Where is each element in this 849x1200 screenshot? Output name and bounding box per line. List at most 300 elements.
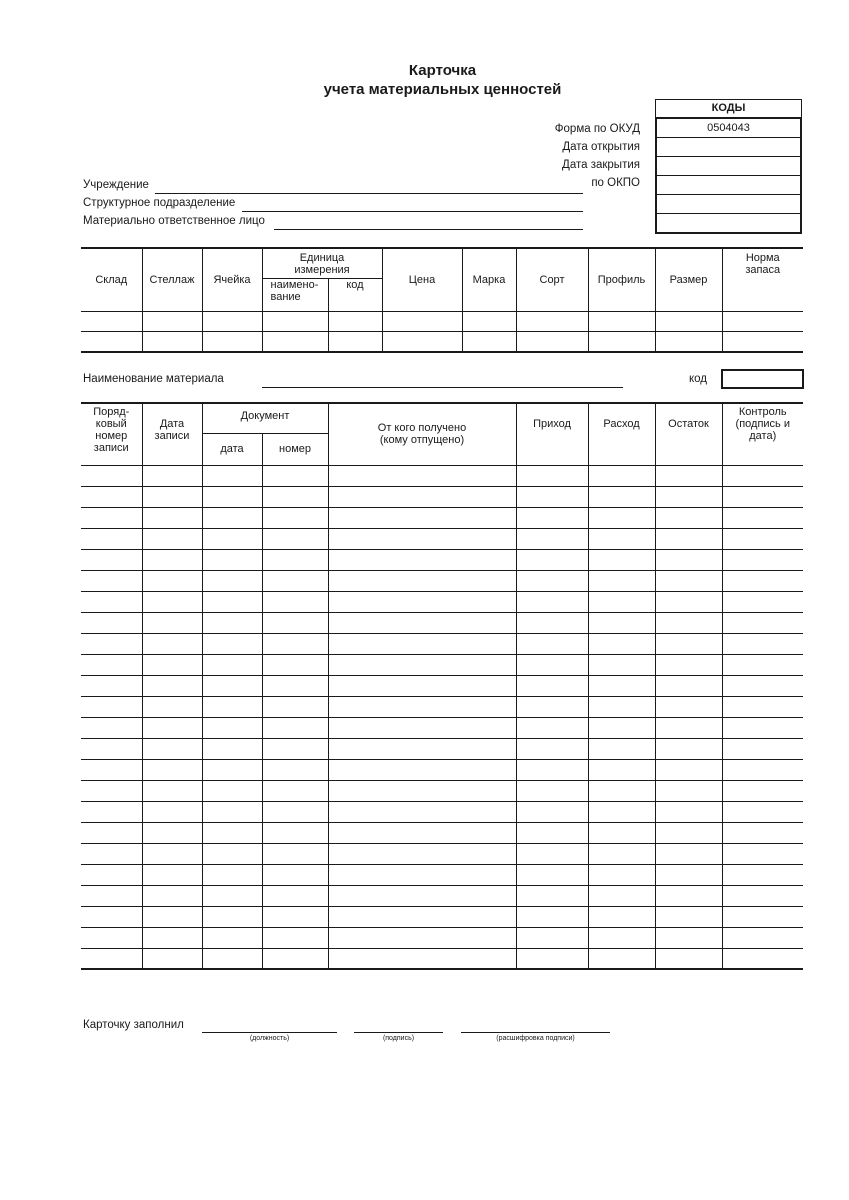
cell[interactable]: [81, 612, 142, 633]
cell[interactable]: [328, 675, 516, 696]
cell[interactable]: [588, 759, 655, 780]
cell[interactable]: [588, 906, 655, 927]
cell[interactable]: [722, 465, 803, 486]
col-control: [722, 403, 803, 465]
cell[interactable]: [202, 612, 262, 633]
col-size: Размер: [655, 248, 722, 311]
cell[interactable]: [262, 570, 328, 591]
cell[interactable]: [262, 486, 328, 507]
cell[interactable]: [81, 633, 142, 654]
cell[interactable]: [262, 780, 328, 801]
cell[interactable]: [655, 759, 722, 780]
cell[interactable]: [328, 885, 516, 906]
table-row: [81, 864, 803, 885]
cell[interactable]: [202, 843, 262, 864]
cell[interactable]: [516, 717, 588, 738]
cell[interactable]: [328, 717, 516, 738]
cell[interactable]: [262, 927, 328, 948]
cell[interactable]: [516, 331, 588, 352]
cell[interactable]: [81, 927, 142, 948]
cell[interactable]: [655, 311, 722, 331]
cell[interactable]: [262, 633, 328, 654]
cell[interactable]: [328, 549, 516, 570]
cell[interactable]: [202, 331, 262, 352]
signature-hint: (подпись): [382, 1035, 415, 1042]
cell[interactable]: [655, 612, 722, 633]
cell[interactable]: [81, 696, 142, 717]
cell[interactable]: [588, 822, 655, 843]
cell[interactable]: [202, 759, 262, 780]
cell[interactable]: [142, 696, 202, 717]
cell[interactable]: [202, 717, 262, 738]
col-unit-code: код: [328, 278, 382, 311]
form-title: Карточка: [408, 62, 477, 79]
table-row: [81, 717, 803, 738]
cell[interactable]: [202, 906, 262, 927]
cell[interactable]: [588, 549, 655, 570]
cell[interactable]: [142, 570, 202, 591]
cell[interactable]: [142, 885, 202, 906]
cell[interactable]: [328, 906, 516, 927]
cell[interactable]: [516, 612, 588, 633]
cell[interactable]: [262, 675, 328, 696]
material-line[interactable]: [262, 387, 623, 388]
cell[interactable]: [202, 654, 262, 675]
cell[interactable]: [516, 801, 588, 822]
cell[interactable]: [142, 675, 202, 696]
institution-line[interactable]: [155, 193, 583, 194]
cell[interactable]: [142, 612, 202, 633]
cell[interactable]: [516, 311, 588, 331]
col-document: Документ: [202, 403, 328, 433]
cell[interactable]: [202, 801, 262, 822]
cell[interactable]: [722, 612, 803, 633]
cell[interactable]: [462, 311, 516, 331]
cell[interactable]: [142, 507, 202, 528]
col-unit-group: [262, 248, 382, 278]
cell[interactable]: [655, 717, 722, 738]
cell[interactable]: [722, 864, 803, 885]
open-date-label: Дата открытия: [562, 141, 640, 153]
cell[interactable]: [722, 948, 803, 969]
decoding-line[interactable]: [461, 1032, 610, 1033]
cell[interactable]: [328, 696, 516, 717]
cell[interactable]: [722, 331, 803, 352]
cell[interactable]: [588, 885, 655, 906]
cell[interactable]: [81, 465, 142, 486]
cell[interactable]: [722, 528, 803, 549]
cell[interactable]: [142, 717, 202, 738]
cell[interactable]: [516, 465, 588, 486]
cell[interactable]: [655, 927, 722, 948]
cell[interactable]: [722, 311, 803, 331]
col-norm: [722, 248, 803, 311]
cell[interactable]: [81, 759, 142, 780]
cell[interactable]: [202, 696, 262, 717]
cell[interactable]: [328, 780, 516, 801]
table-row: [81, 465, 803, 486]
cell[interactable]: [202, 528, 262, 549]
cell[interactable]: [262, 864, 328, 885]
cell[interactable]: [262, 549, 328, 570]
close-date-field[interactable]: [657, 157, 800, 176]
cell[interactable]: [382, 331, 462, 352]
cell[interactable]: [262, 822, 328, 843]
cell[interactable]: [655, 465, 722, 486]
cell[interactable]: [328, 507, 516, 528]
cell[interactable]: [142, 780, 202, 801]
movement-table: [81, 402, 803, 970]
col-grade: Сорт: [516, 248, 588, 311]
okud-code-field[interactable]: 0504043: [657, 119, 800, 138]
cell[interactable]: [655, 801, 722, 822]
cell[interactable]: [142, 906, 202, 927]
table-row: [81, 885, 803, 906]
cell[interactable]: [588, 654, 655, 675]
okpo-code-field[interactable]: [657, 176, 800, 195]
cell[interactable]: [722, 759, 803, 780]
cell[interactable]: [81, 591, 142, 612]
cell[interactable]: [202, 864, 262, 885]
cell[interactable]: [655, 738, 722, 759]
cell[interactable]: [722, 696, 803, 717]
position-line[interactable]: [202, 1032, 337, 1033]
seq-text: Поряд-ковый номер записи: [93, 406, 130, 454]
cell[interactable]: [722, 906, 803, 927]
col-sklad: Склад: [81, 248, 142, 311]
cell[interactable]: [142, 822, 202, 843]
cell[interactable]: [655, 591, 722, 612]
cell[interactable]: [516, 927, 588, 948]
cell[interactable]: [462, 331, 516, 352]
cell[interactable]: [588, 331, 655, 352]
col-seq: [81, 403, 142, 465]
cell[interactable]: [262, 507, 328, 528]
col-doc-date: дата: [202, 433, 262, 465]
responsible-line[interactable]: [274, 229, 583, 230]
control-text: Контроль (подпись и дата): [735, 406, 790, 442]
cell[interactable]: [262, 843, 328, 864]
cell[interactable]: [142, 528, 202, 549]
cell[interactable]: [142, 927, 202, 948]
cell[interactable]: [588, 948, 655, 969]
col-brand: Марка: [462, 248, 516, 311]
cell[interactable]: [142, 591, 202, 612]
cell[interactable]: [81, 885, 142, 906]
cell[interactable]: [202, 822, 262, 843]
cell[interactable]: [328, 654, 516, 675]
cell[interactable]: [262, 654, 328, 675]
cell[interactable]: [81, 843, 142, 864]
cell[interactable]: [655, 906, 722, 927]
table-row: [81, 843, 803, 864]
cell[interactable]: [328, 822, 516, 843]
cell[interactable]: [81, 654, 142, 675]
cell[interactable]: [142, 633, 202, 654]
cell[interactable]: [722, 633, 803, 654]
cell[interactable]: [588, 486, 655, 507]
cell[interactable]: [588, 843, 655, 864]
code-field-5[interactable]: [657, 195, 800, 214]
cell[interactable]: [516, 633, 588, 654]
division-line[interactable]: [242, 211, 583, 212]
cell[interactable]: [655, 633, 722, 654]
cell[interactable]: [722, 507, 803, 528]
cell[interactable]: [516, 906, 588, 927]
table-row: [81, 675, 803, 696]
col-yacheyka: Ячейка: [202, 248, 262, 311]
cell[interactable]: [655, 885, 722, 906]
cell[interactable]: [588, 738, 655, 759]
material-code-box[interactable]: [721, 369, 804, 389]
cell[interactable]: [516, 843, 588, 864]
cell[interactable]: [81, 549, 142, 570]
cell[interactable]: [655, 843, 722, 864]
cell[interactable]: [81, 864, 142, 885]
responsible-label: Материально ответственное лицо: [83, 215, 265, 227]
cell[interactable]: [722, 885, 803, 906]
cell[interactable]: [722, 717, 803, 738]
table-row: [81, 780, 803, 801]
cell[interactable]: [655, 696, 722, 717]
cell[interactable]: [655, 528, 722, 549]
cell[interactable]: [81, 780, 142, 801]
cell[interactable]: [516, 759, 588, 780]
cell[interactable]: [202, 675, 262, 696]
cell[interactable]: [588, 591, 655, 612]
cell[interactable]: [588, 633, 655, 654]
cell[interactable]: [81, 486, 142, 507]
cell[interactable]: [202, 780, 262, 801]
decoding-hint: (расшифровка подписи): [496, 1035, 575, 1042]
okpo-label: по ОКПО: [591, 177, 640, 189]
cell[interactable]: [655, 570, 722, 591]
cell[interactable]: [655, 822, 722, 843]
cell[interactable]: [262, 591, 328, 612]
cell[interactable]: [262, 738, 328, 759]
cell[interactable]: [722, 738, 803, 759]
cell[interactable]: [328, 633, 516, 654]
cell[interactable]: [81, 948, 142, 969]
cell[interactable]: [202, 486, 262, 507]
okud-label: Форма по ОКУД: [554, 123, 640, 135]
cell[interactable]: [382, 311, 462, 331]
cell[interactable]: [262, 801, 328, 822]
cell[interactable]: [722, 843, 803, 864]
cell[interactable]: [328, 612, 516, 633]
cell[interactable]: [81, 822, 142, 843]
cell[interactable]: [262, 885, 328, 906]
cell[interactable]: [328, 486, 516, 507]
cell[interactable]: [142, 801, 202, 822]
cell[interactable]: [516, 738, 588, 759]
cell[interactable]: [328, 465, 516, 486]
cell[interactable]: [655, 675, 722, 696]
cell[interactable]: [722, 822, 803, 843]
cell[interactable]: [588, 696, 655, 717]
cell[interactable]: [202, 549, 262, 570]
cell[interactable]: [328, 843, 516, 864]
col-from-whom: [328, 403, 516, 465]
cell[interactable]: [202, 507, 262, 528]
signature-line[interactable]: [354, 1032, 443, 1033]
cell[interactable]: [262, 906, 328, 927]
cell[interactable]: [655, 864, 722, 885]
cell[interactable]: [202, 738, 262, 759]
cell[interactable]: [81, 311, 142, 331]
cell[interactable]: [81, 570, 142, 591]
cell[interactable]: [142, 654, 202, 675]
cell[interactable]: [722, 780, 803, 801]
code-field-6[interactable]: [657, 214, 800, 232]
cell[interactable]: [588, 311, 655, 331]
cell[interactable]: [655, 780, 722, 801]
cell[interactable]: [516, 675, 588, 696]
cell[interactable]: [655, 549, 722, 570]
table-row: [81, 759, 803, 780]
cell[interactable]: [262, 696, 328, 717]
cell[interactable]: [81, 675, 142, 696]
col-doc-number: номер: [262, 433, 328, 465]
cell[interactable]: [516, 864, 588, 885]
cell[interactable]: [81, 738, 142, 759]
cell[interactable]: [655, 486, 722, 507]
cell[interactable]: [655, 654, 722, 675]
cell[interactable]: [722, 549, 803, 570]
cell[interactable]: [142, 549, 202, 570]
table-row: [81, 570, 803, 591]
cell[interactable]: [722, 675, 803, 696]
cell[interactable]: [328, 801, 516, 822]
cell[interactable]: [142, 465, 202, 486]
cell[interactable]: [142, 311, 202, 331]
table-row: [81, 507, 803, 528]
cell[interactable]: [328, 738, 516, 759]
cell[interactable]: [516, 507, 588, 528]
cell[interactable]: [142, 738, 202, 759]
table-row: [81, 591, 803, 612]
cell[interactable]: [81, 717, 142, 738]
cell[interactable]: [516, 654, 588, 675]
cell[interactable]: [142, 486, 202, 507]
cell[interactable]: [655, 507, 722, 528]
cell[interactable]: [328, 331, 382, 352]
cell[interactable]: [81, 801, 142, 822]
cell[interactable]: [588, 507, 655, 528]
cell[interactable]: [202, 311, 262, 331]
cell[interactable]: [262, 311, 328, 331]
table-row: [81, 948, 803, 969]
unit-group-text: Единица измерения: [294, 252, 350, 276]
cell[interactable]: [202, 633, 262, 654]
cell[interactable]: [722, 570, 803, 591]
cell[interactable]: [722, 486, 803, 507]
cell[interactable]: [202, 465, 262, 486]
cell[interactable]: [516, 822, 588, 843]
cell[interactable]: [328, 311, 382, 331]
table-row: [81, 654, 803, 675]
cell[interactable]: [142, 864, 202, 885]
col-stellazh: Стеллаж: [142, 248, 202, 311]
codes-cells: [655, 117, 802, 234]
cell[interactable]: [516, 780, 588, 801]
cell[interactable]: [328, 570, 516, 591]
cell[interactable]: [262, 612, 328, 633]
cell[interactable]: [81, 528, 142, 549]
cell[interactable]: [516, 591, 588, 612]
cell[interactable]: [588, 528, 655, 549]
cell[interactable]: [722, 927, 803, 948]
cell[interactable]: [328, 948, 516, 969]
cell[interactable]: [588, 717, 655, 738]
cell[interactable]: [588, 612, 655, 633]
cell[interactable]: [262, 717, 328, 738]
cell[interactable]: [516, 486, 588, 507]
cell[interactable]: [142, 759, 202, 780]
cell[interactable]: [81, 331, 142, 352]
cell[interactable]: [516, 948, 588, 969]
open-date-field[interactable]: [657, 138, 800, 157]
cell[interactable]: [142, 331, 202, 352]
storage-table: [81, 247, 803, 353]
cell[interactable]: [142, 843, 202, 864]
cell[interactable]: [202, 885, 262, 906]
cell[interactable]: [262, 759, 328, 780]
division-label: Структурное подразделение: [83, 197, 236, 209]
cell[interactable]: [588, 465, 655, 486]
cell[interactable]: [722, 801, 803, 822]
cell[interactable]: [328, 927, 516, 948]
cell[interactable]: [722, 654, 803, 675]
cell[interactable]: [81, 507, 142, 528]
cell[interactable]: [516, 570, 588, 591]
codes-box: [655, 99, 802, 234]
cell[interactable]: [588, 927, 655, 948]
cell[interactable]: [588, 864, 655, 885]
cell[interactable]: [722, 591, 803, 612]
cell[interactable]: [516, 696, 588, 717]
cell[interactable]: [588, 780, 655, 801]
cell[interactable]: [655, 331, 722, 352]
cell[interactable]: [328, 528, 516, 549]
cell[interactable]: [142, 948, 202, 969]
cell[interactable]: [655, 948, 722, 969]
cell[interactable]: [328, 759, 516, 780]
table-row: [81, 927, 803, 948]
cell[interactable]: [202, 927, 262, 948]
cell[interactable]: [81, 906, 142, 927]
table-row: [81, 696, 803, 717]
cell[interactable]: [588, 675, 655, 696]
cell[interactable]: [516, 549, 588, 570]
cell[interactable]: [328, 864, 516, 885]
table-row: [81, 822, 803, 843]
cell[interactable]: [262, 331, 328, 352]
table-row: [81, 801, 803, 822]
cell[interactable]: [262, 465, 328, 486]
cell[interactable]: [202, 948, 262, 969]
cell[interactable]: [202, 570, 262, 591]
cell[interactable]: [328, 591, 516, 612]
cell[interactable]: [588, 570, 655, 591]
cell[interactable]: [588, 801, 655, 822]
cell[interactable]: [516, 528, 588, 549]
cell[interactable]: [262, 948, 328, 969]
filled-by-label: Карточку заполнил: [83, 1019, 184, 1031]
cell[interactable]: [516, 885, 588, 906]
cell[interactable]: [262, 528, 328, 549]
cell[interactable]: [202, 591, 262, 612]
